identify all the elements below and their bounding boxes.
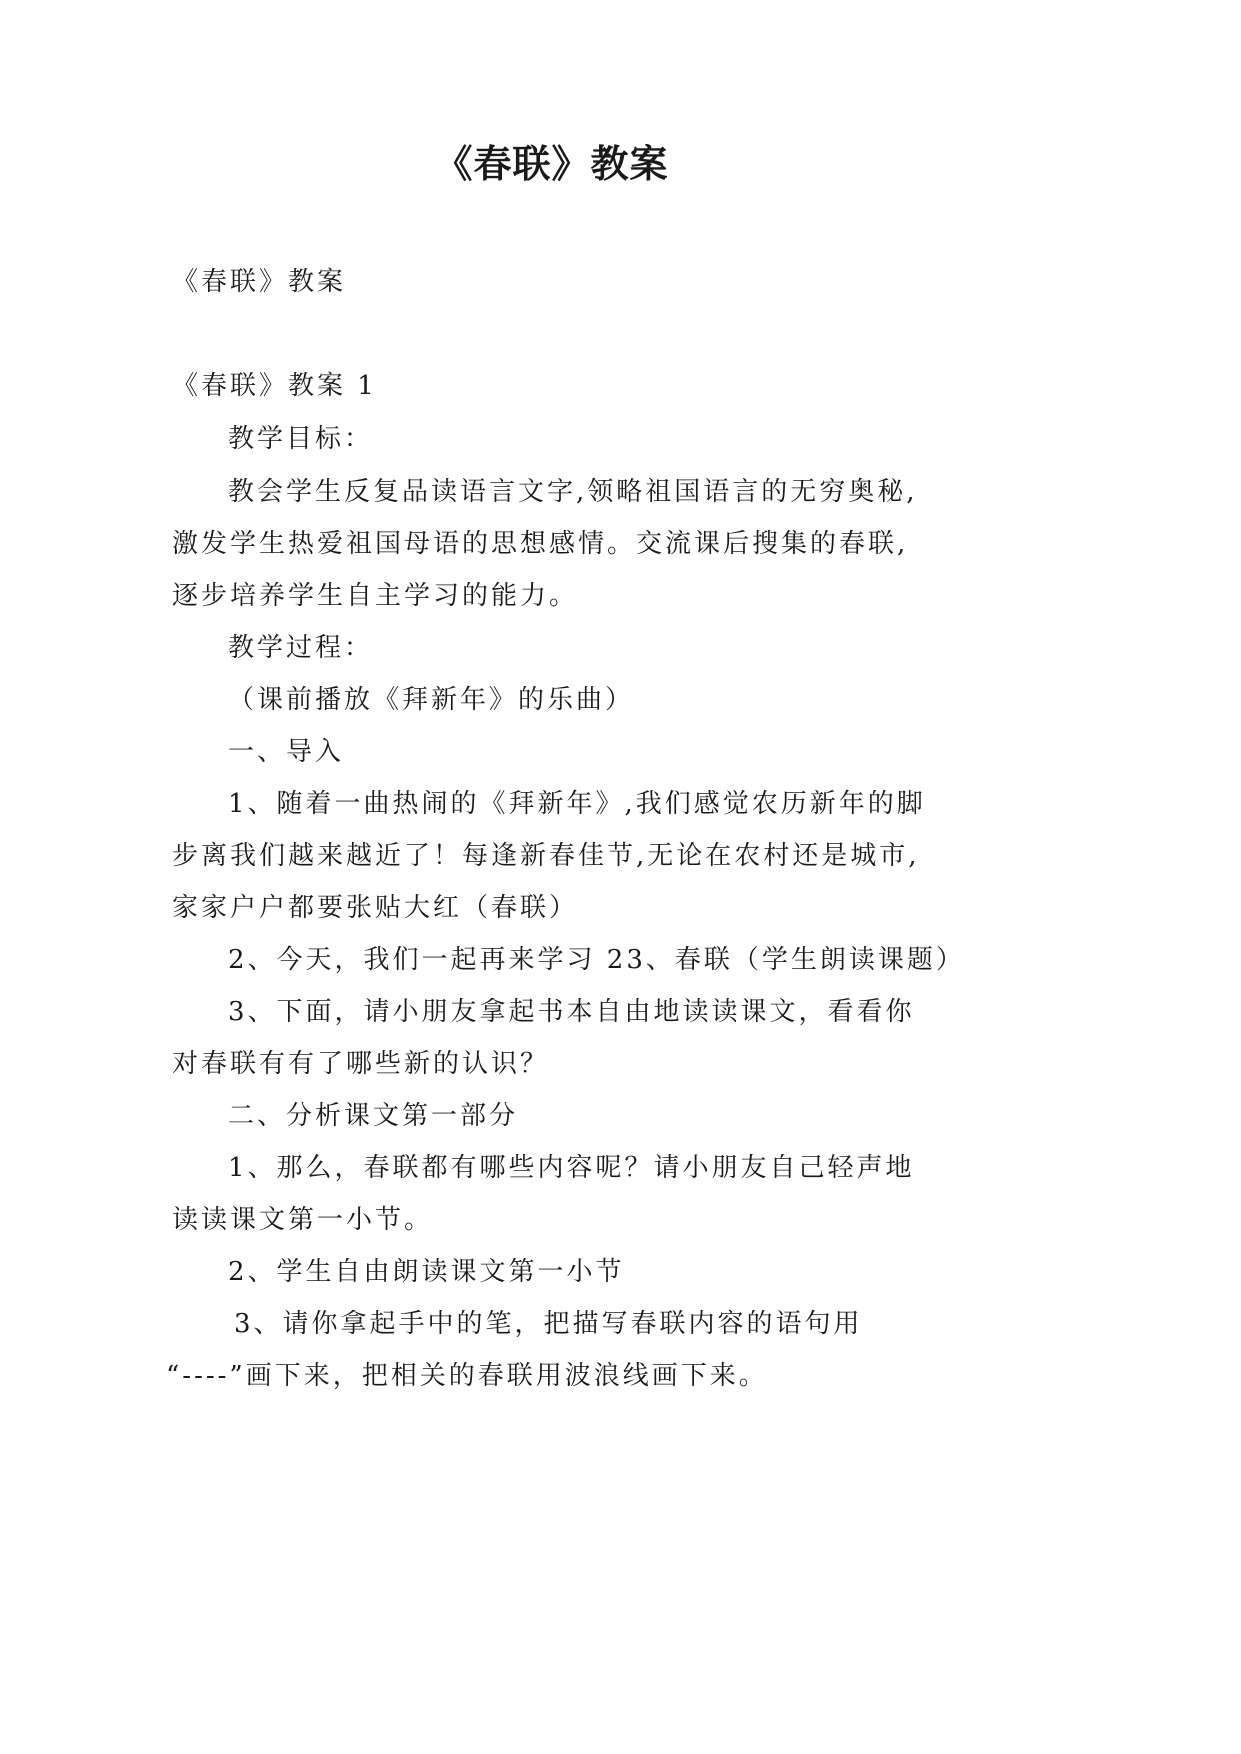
paragraph-line: 读读课文第一小节。	[172, 1205, 434, 1235]
paragraph-line: “----”画下来，把相关的春联用波浪线画下来。	[166, 1361, 768, 1391]
paragraph-line: 2、学生自由朗读课文第一小节	[228, 1257, 625, 1287]
paragraph-line: 1、随着一曲热闹的《拜新年》,我们感觉农历新年的脚	[228, 789, 926, 819]
paragraph-line: 3、请你拿起手中的笔，把描写春联内容的语句用	[234, 1309, 863, 1339]
document-title: 《春联》教案	[434, 142, 669, 186]
paragraph-line: 家家户户都要张贴大红（春联）	[172, 893, 579, 923]
section-heading-part-one: 二、分析课文第一部分	[228, 1101, 519, 1131]
section-heading-intro: 一、导入	[228, 737, 345, 767]
paragraph-line: 对春联有有了哪些新的认识？	[172, 1049, 550, 1079]
paragraph-line: 激发学生热爱祖国母语的思想感情。交流课后搜集的春联,	[172, 529, 909, 559]
paragraph-line: 2、今天，我们一起再来学习 23、春联（学生朗读课题）	[228, 945, 965, 975]
section-heading: 《春联》教案 1	[172, 371, 377, 401]
paragraph-line: （课前播放《拜新年》的乐曲）	[228, 685, 635, 715]
heading-teaching-process: 教学过程：	[228, 633, 374, 663]
paragraph-line: 3、下面，请小朋友拿起书本自由地读读课文，看看你	[228, 997, 915, 1027]
heading-teaching-goals: 教学目标：	[228, 424, 374, 454]
paragraph-line: 教会学生反复品读语言文字,领略祖国语言的无穷奥秘,	[228, 477, 918, 507]
paragraph-line: 1、那么，春联都有哪些内容呢？请小朋友自己轻声地	[228, 1153, 915, 1183]
paragraph-line: 逐步培养学生自主学习的能力。	[172, 581, 579, 611]
document-subtitle: 《春联》教案	[172, 267, 347, 297]
paragraph-line: 步离我们越来越近了！每逢新春佳节,无论在农村还是城市,	[172, 841, 920, 871]
